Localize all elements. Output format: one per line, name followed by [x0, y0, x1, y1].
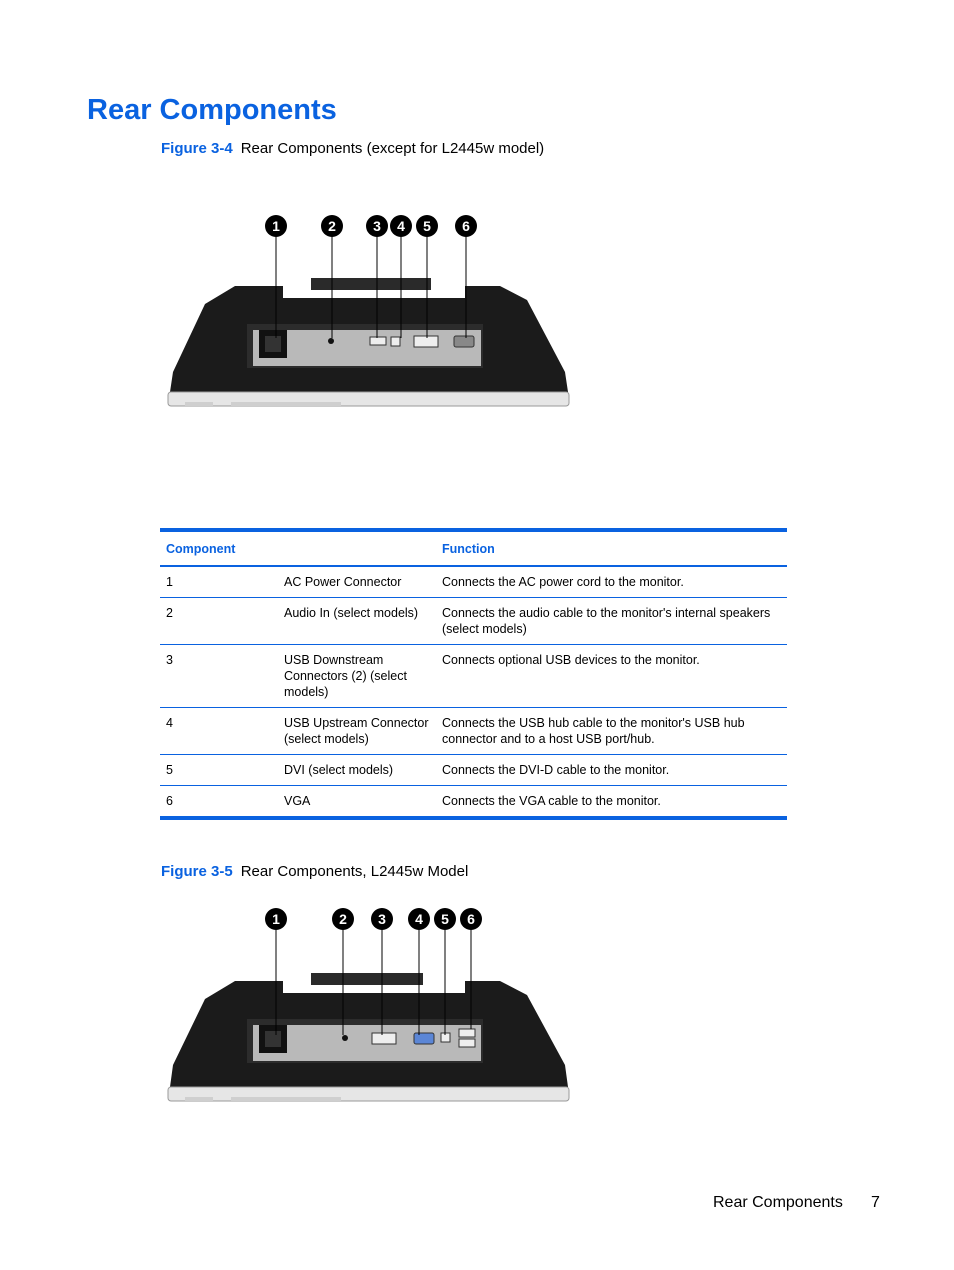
vga-port-icon [454, 336, 474, 347]
callout-5: 5 [441, 911, 449, 927]
figure-caption-text: Rear Components (except for L2445w model) [240, 140, 545, 157]
component-number: 6 [166, 794, 173, 808]
component-function: Connects the VGA cable to the monitor. [442, 794, 661, 808]
rear-components-figure-2 [165, 905, 575, 1105]
component-name: VGA [284, 794, 311, 808]
component-header: Component [160, 530, 278, 566]
monitor-base-strip [168, 1087, 569, 1101]
figure-label: Figure 3-5 [161, 863, 233, 880]
monitor-top-ridge [311, 973, 423, 985]
monitor-base-strip [168, 392, 569, 406]
monitor-rear-illustration [165, 212, 575, 412]
callout-3: 3 [378, 911, 386, 927]
connector-panel [253, 330, 481, 366]
footer-section-name: Rear Components [713, 1194, 843, 1211]
table-row [160, 755, 787, 786]
component-number: 4 [160, 708, 278, 755]
component-name: AC Power Connector [278, 566, 436, 598]
monitor-rear-illustration [165, 905, 575, 1105]
base-slot [231, 402, 341, 406]
base-slot [231, 1097, 341, 1101]
table-row [160, 786, 787, 819]
table-header-row [160, 530, 787, 566]
component-function: Connects the DVI-D cable to the monitor. [436, 755, 787, 786]
callout-4: 4 [397, 218, 405, 234]
audio-jack-icon [328, 338, 334, 344]
component-number: 3 [160, 645, 278, 708]
dvi-port-icon [414, 336, 438, 347]
callout-2: 2 [339, 911, 347, 927]
page-number: 7 [871, 1194, 880, 1211]
component-function: Connects the AC power cord to the monitor. [436, 566, 787, 598]
component-name-header [278, 530, 436, 566]
component-function: Connects optional USB devices to the monitor. [436, 645, 787, 708]
usb-downstream-icon [370, 337, 386, 345]
figure-3-5-caption [161, 863, 468, 881]
component-name: DVI (select models) [278, 755, 436, 786]
figure-3-4-caption [161, 140, 544, 158]
table-row [160, 598, 787, 645]
page-title: Rear Components [87, 94, 337, 126]
figure-caption-text: Rear Components, L2445w Model [240, 863, 469, 880]
usb-downstream-icon [459, 1039, 475, 1047]
callout-2: 2 [328, 218, 336, 234]
function-header: Function [436, 530, 787, 566]
component-number: 1 [160, 566, 278, 598]
callout-3: 3 [373, 218, 381, 234]
component-number: 2 [160, 598, 278, 645]
table-row [160, 645, 787, 708]
ac-power-socket [265, 1031, 281, 1047]
component-function: Connects the USB hub cable to the monitor's USB hub connector and to a host USB port/hub. [436, 708, 787, 755]
callout-1: 1 [272, 218, 280, 234]
component-name: USB Upstream Connector (select models) [278, 708, 436, 755]
connector-panel [253, 1025, 481, 1061]
figure-label: Figure 3-4 [161, 140, 233, 157]
component-name: Audio In (select models) [278, 598, 436, 645]
callout-4: 4 [415, 911, 423, 927]
component-name: USB Downstream Connectors (2) (select models) [278, 645, 436, 708]
rear-components-figure-1 [165, 212, 575, 412]
callout-1: 1 [272, 911, 280, 927]
ac-power-socket [265, 336, 281, 352]
table-row [160, 566, 787, 598]
base-slot [185, 402, 213, 406]
component-function: Connects the audio cable to the monitor's internal speakers (select models) [436, 598, 787, 645]
component-number: 5 [160, 755, 278, 786]
components-table [160, 528, 787, 820]
base-slot [185, 1097, 213, 1101]
table-row [160, 708, 787, 755]
vga-port-icon [414, 1033, 434, 1044]
callout-5: 5 [423, 218, 431, 234]
monitor-top-ridge [311, 278, 431, 290]
audio-jack-icon [342, 1035, 348, 1041]
callout-6: 6 [462, 218, 470, 234]
usb-upstream-icon [391, 337, 400, 346]
dvi-port-icon [372, 1033, 396, 1044]
usb-downstream-icon [459, 1029, 475, 1037]
callout-6: 6 [467, 911, 475, 927]
